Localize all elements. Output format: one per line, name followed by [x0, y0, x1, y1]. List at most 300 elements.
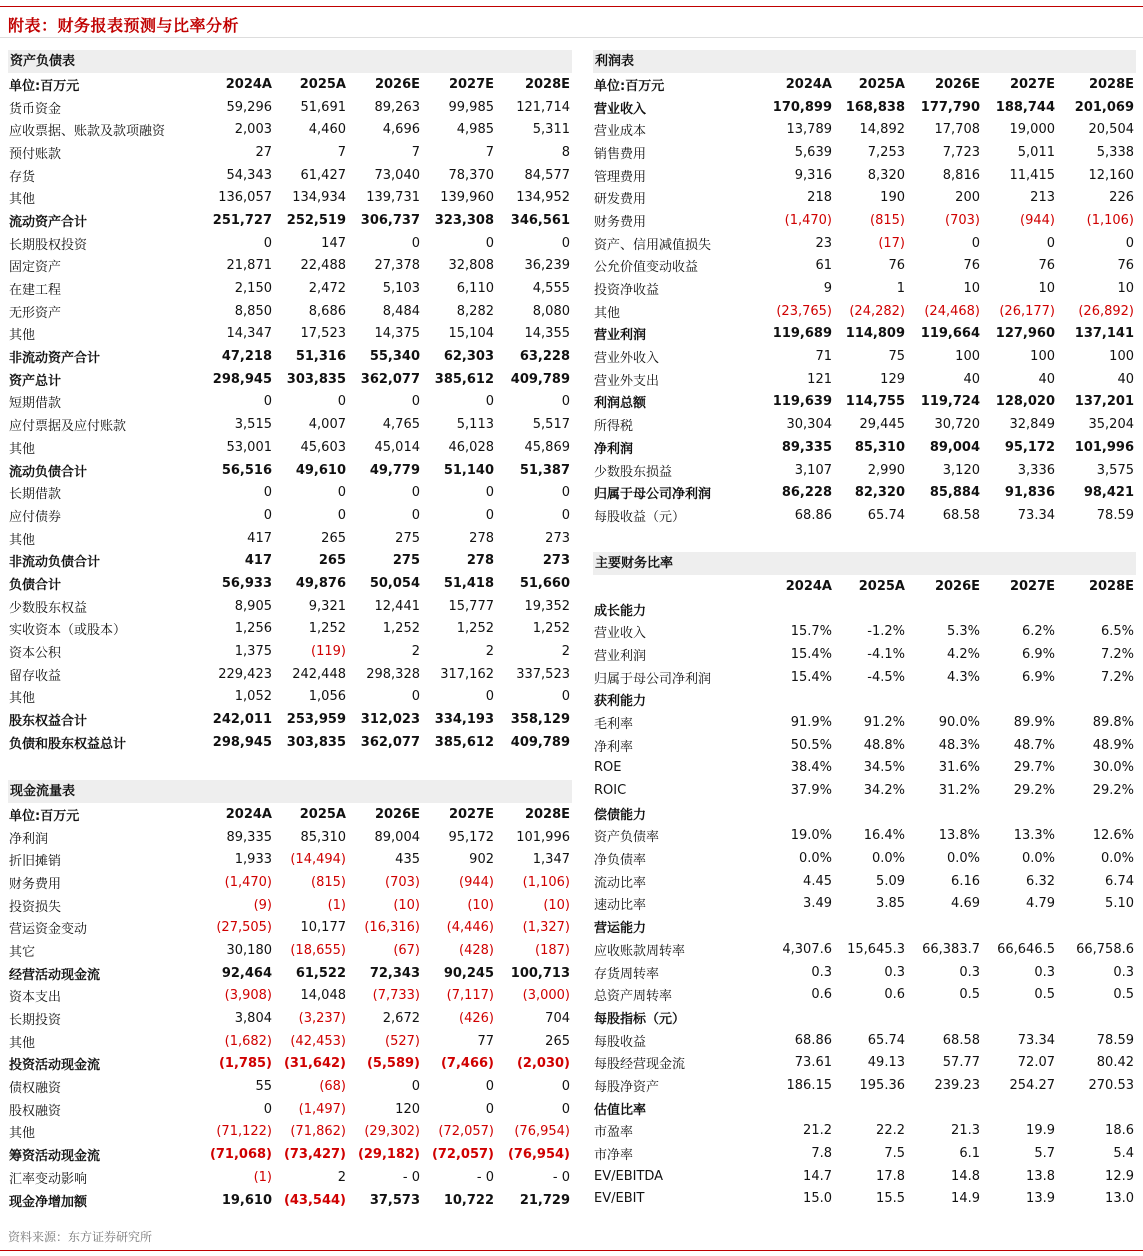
cell-value: 54,343	[226, 167, 272, 183]
row-label: 销售费用	[594, 146, 647, 162]
cell-value: 76	[888, 258, 905, 274]
cell-value: (24,468)	[924, 303, 980, 319]
cell-value: 2	[337, 1169, 346, 1185]
cell-value: 0	[485, 1101, 494, 1117]
cell-value: (23,765)	[776, 303, 832, 319]
cell-value: (3,237)	[298, 1011, 346, 1027]
table-row	[8, 232, 572, 255]
cell-value: (18,655)	[290, 942, 346, 958]
cell-value: 92,464	[221, 965, 272, 981]
cell-value: 7.2%	[1100, 646, 1134, 662]
cell-value: 29.2%	[1013, 783, 1055, 799]
table-row	[8, 345, 572, 368]
cell-value: 7	[411, 144, 420, 160]
table-row	[8, 96, 572, 119]
cell-value: (1)	[253, 1169, 272, 1185]
cell-value: (944)	[459, 874, 494, 890]
cell-value: 76	[1117, 258, 1134, 274]
cell-value: 63,228	[519, 349, 570, 365]
cell-value: 20,504	[1088, 122, 1134, 138]
cell-value: 119,724	[920, 394, 980, 410]
cell-value: 12,160	[1088, 167, 1134, 183]
cell-value: 72,343	[369, 965, 420, 981]
cell-value: 85,310	[300, 829, 346, 845]
cell-value: 14,048	[300, 988, 346, 1004]
cell-value: 51,660	[519, 575, 570, 591]
cell-value	[834, 802, 907, 825]
cell-value: 6.2%	[1021, 624, 1055, 640]
cell-value: 139,731	[366, 190, 420, 206]
cell-value: 29.2%	[1092, 783, 1134, 799]
cell-value: 89,335	[226, 829, 272, 845]
cell-value: 298,328	[366, 666, 420, 682]
cell-value: (1)	[327, 897, 346, 913]
cell-value: 114,809	[845, 326, 905, 342]
table-row	[8, 848, 572, 871]
cell-value: 8,080	[532, 303, 570, 319]
cell-value: 15.4%	[790, 646, 832, 662]
row-label: 留存收益	[9, 668, 62, 684]
row-label: 投资损失	[9, 899, 62, 915]
cell-value	[907, 598, 982, 621]
table-row	[8, 1053, 572, 1076]
cell-value: 82,320	[854, 485, 905, 501]
table-row	[593, 368, 1136, 391]
row-label: 净利润	[9, 831, 49, 847]
cell-value: 2,150	[234, 281, 272, 297]
cell-value: (1,327)	[522, 920, 570, 936]
cell-value: 7.8	[811, 1146, 832, 1162]
cell-value: (29,182)	[357, 1147, 420, 1163]
cell-value: 3,515	[234, 417, 272, 433]
cell-value: 4,007	[308, 417, 346, 433]
cell-value: 323,308	[434, 212, 494, 228]
row-label: 其他	[9, 691, 36, 707]
row-label: 公允价值变动收益	[594, 260, 699, 276]
cell-value: 6.32	[1026, 873, 1055, 889]
cell-value: 5.7	[1034, 1146, 1055, 1162]
cell-value: 78.59	[1096, 507, 1134, 523]
table-row	[593, 323, 1136, 346]
cell-value: 0	[337, 394, 346, 410]
row-label: 毛利率	[594, 716, 634, 732]
cell-value: 704	[545, 1011, 570, 1027]
cell-value: 13,789	[786, 122, 832, 138]
table-row	[593, 734, 1136, 757]
row-label: 流动负债合计	[9, 464, 88, 480]
cell-value: 409,789	[510, 734, 570, 750]
cell-value: (1,682)	[224, 1033, 272, 1049]
cell-value: 5.4	[1113, 1146, 1134, 1162]
cell-value: 218	[807, 190, 832, 206]
row-label: 存货周转率	[594, 966, 660, 982]
cell-value: 6.5%	[1100, 624, 1134, 640]
cell-value	[834, 915, 907, 938]
cell-value: 17,523	[300, 326, 346, 342]
cell-value: 9,316	[794, 167, 832, 183]
table-row	[8, 164, 572, 187]
cell-value: (703)	[385, 874, 420, 890]
cell-value: 12.9	[1105, 1168, 1134, 1184]
cell-value: (3,908)	[224, 988, 272, 1004]
cell-value: 0	[411, 485, 420, 501]
table-row	[8, 1166, 572, 1189]
cell-value: 7	[337, 144, 346, 160]
cell-value: (527)	[385, 1033, 420, 1049]
cell-value: 7.2%	[1100, 669, 1134, 685]
cell-value: 14.7	[803, 1168, 832, 1184]
cell-value: 5,311	[532, 122, 570, 138]
table-row	[8, 436, 572, 459]
row-label: 成长能力	[594, 603, 647, 619]
table-row	[8, 871, 572, 894]
cell-value: 2,990	[867, 462, 905, 478]
row-label: 营业成本	[594, 124, 647, 140]
cell-value: 62,303	[443, 349, 494, 365]
source-note: 资料来源：东方证券研究所	[8, 1230, 153, 1244]
cell-value: 385,612	[434, 371, 494, 387]
cell-value: 346,561	[510, 212, 570, 228]
cell-value: 90.0%	[938, 714, 980, 730]
cell-value: 49.13	[867, 1055, 905, 1071]
row-label: EV/EBITDA	[594, 1168, 664, 1184]
unit-label: 单位:百万元	[9, 78, 80, 94]
cell-value: (10)	[393, 897, 420, 913]
year-header: 2026E	[374, 806, 420, 822]
cell-value: 51,140	[443, 462, 494, 478]
cell-value: 265	[318, 553, 346, 569]
cell-value: 3.49	[803, 896, 832, 912]
cell-value: 3,804	[234, 1011, 272, 1027]
cell-value: 5,338	[1096, 144, 1134, 160]
cell-value: 265	[321, 530, 346, 546]
cell-value: (17)	[878, 235, 905, 251]
cell-value: 2	[485, 644, 494, 660]
cell-value: 128,020	[995, 394, 1055, 410]
cell-value: 50,054	[369, 575, 420, 591]
cell-value: (43,544)	[283, 1192, 346, 1208]
cell-value: 2	[411, 644, 420, 660]
cell-value: (815)	[870, 212, 905, 228]
cell-value	[834, 598, 907, 621]
cell-value: 195.36	[859, 1077, 905, 1093]
row-label: 长期股权投资	[9, 237, 88, 253]
cell-value: 14,347	[226, 326, 272, 342]
cell-value: 201,069	[1074, 99, 1134, 115]
cell-value: 0	[561, 507, 570, 523]
cell-value: 68.58	[942, 507, 980, 523]
cell-value: 7.5	[884, 1146, 905, 1162]
table-row	[8, 255, 572, 278]
cell-value: (16,316)	[364, 920, 420, 936]
cell-value: 251,727	[212, 212, 272, 228]
table-row	[593, 1142, 1136, 1165]
cell-value: 78,370	[448, 167, 494, 183]
table-row	[8, 368, 572, 391]
table-row	[593, 666, 1136, 689]
cell-value: 80.42	[1096, 1055, 1134, 1071]
cell-value: 137,141	[1074, 326, 1134, 342]
cell-value: 134,952	[516, 190, 570, 206]
cell-value: 27	[255, 144, 272, 160]
cell-value: 13.8	[1026, 1168, 1055, 1184]
cell-value	[763, 688, 834, 711]
cell-value: 1,347	[532, 852, 570, 868]
table-row	[8, 1121, 572, 1144]
row-label: 负债和股东权益总计	[9, 736, 127, 752]
cell-value: 40	[1117, 371, 1134, 387]
cell-value: 4.45	[803, 873, 832, 889]
cell-value: 31.6%	[938, 760, 980, 776]
cell-value: 73.61	[794, 1055, 832, 1071]
row-label: 流动比率	[594, 875, 647, 891]
cell-value: 34.2%	[863, 783, 905, 799]
cell-value: 22.2	[876, 1123, 905, 1139]
cell-value: -4.1%	[867, 646, 905, 662]
row-label: 长期借款	[9, 487, 62, 503]
header-row	[593, 575, 1136, 598]
cell-value: 1,252	[308, 621, 346, 637]
cell-value: 75	[888, 349, 905, 365]
cell-value: 0.5	[1034, 987, 1055, 1003]
cell-value: 1,252	[382, 621, 420, 637]
cell-value: 55,340	[369, 349, 420, 365]
cell-value: 51,387	[519, 462, 570, 478]
cell-value: 98,421	[1083, 485, 1134, 501]
cell-value: (76,954)	[514, 1124, 570, 1140]
row-label: 负债合计	[9, 577, 62, 593]
row-label: 货币资金	[9, 101, 62, 117]
cell-value: 270.53	[1088, 1077, 1134, 1093]
cell-value: -1.2%	[867, 624, 905, 640]
cell-value: 12.6%	[1092, 828, 1134, 844]
row-label: 归属于母公司净利润	[594, 487, 712, 503]
cell-value	[1057, 802, 1136, 825]
cell-value: 0	[485, 485, 494, 501]
row-label: ROE	[594, 760, 622, 776]
table-row	[8, 118, 572, 141]
row-label: 市净率	[594, 1148, 634, 1164]
cell-value: 3.85	[876, 896, 905, 912]
cell-value: 1,933	[234, 852, 272, 868]
row-label: 估值比率	[594, 1102, 647, 1118]
cell-value: (119)	[311, 644, 346, 660]
unit-label: 单位:百万元	[9, 808, 80, 824]
row-label: 存货	[9, 169, 36, 185]
cell-value: 334,193	[434, 712, 494, 728]
top-rule	[0, 6, 1143, 7]
row-label: 应付债券	[9, 509, 62, 525]
cell-value: (29,302)	[364, 1124, 420, 1140]
cell-value: 34.5%	[863, 760, 905, 776]
cell-value: 4,985	[456, 122, 494, 138]
cell-value: 362,077	[360, 371, 420, 387]
row-label: 其他	[9, 1126, 36, 1142]
row-label: 每股指标（元）	[594, 1011, 686, 1027]
cell-value: 0.0%	[798, 851, 832, 867]
cell-value: 147	[321, 235, 346, 251]
category-row	[593, 688, 1136, 711]
cell-value: 29,445	[859, 417, 905, 433]
table-row	[593, 141, 1136, 164]
row-label: 偿债能力	[594, 807, 647, 823]
row-label: 资产总计	[9, 373, 62, 389]
row-label: 实收资本（或股本）	[9, 623, 127, 639]
row-label: 每股收益	[594, 1034, 647, 1050]
row-label: 管理费用	[594, 169, 647, 185]
cell-value: 121	[807, 371, 832, 387]
year-header: 2027E	[1009, 76, 1055, 92]
cell-value: (1,106)	[522, 874, 570, 890]
cell-value: 15,645.3	[847, 941, 905, 957]
cell-value: 89,263	[374, 99, 420, 115]
cell-value: - 0	[476, 1169, 494, 1185]
cell-value: 66,383.7	[922, 941, 980, 957]
cell-value: 0	[561, 1101, 570, 1117]
header-row	[8, 73, 572, 96]
row-label: 少数股东损益	[594, 464, 673, 480]
cell-value: 0.3	[1113, 964, 1134, 980]
page-title: 附表：财务报表预测与比率分析	[8, 16, 240, 35]
cell-value: 273	[545, 530, 570, 546]
cell-value: 51,691	[300, 99, 346, 115]
cell-value: 0	[263, 394, 272, 410]
cell-value: 27,378	[374, 258, 420, 274]
row-label: 归属于母公司净利润	[594, 671, 712, 687]
table-row	[8, 209, 572, 232]
cell-value: 0	[263, 1101, 272, 1117]
cell-value: (2,030)	[516, 1056, 570, 1072]
cell-value: 239.23	[934, 1077, 980, 1093]
table-row	[8, 527, 572, 550]
cell-value: (1,785)	[218, 1056, 272, 1072]
cell-value: (73,427)	[283, 1147, 346, 1163]
cell-value: 317,162	[440, 666, 494, 682]
cell-value: 100	[1109, 349, 1134, 365]
table-row	[8, 504, 572, 527]
cell-value: 21.2	[803, 1123, 832, 1139]
cell-value: 0	[561, 394, 570, 410]
cell-value: 275	[392, 553, 420, 569]
cell-value: 0.6	[884, 987, 905, 1003]
cell-value	[982, 598, 1057, 621]
cell-value: 312,023	[360, 712, 420, 728]
cell-value: (1,106)	[1086, 212, 1134, 228]
category-row	[593, 1097, 1136, 1120]
cell-value: (426)	[459, 1011, 494, 1027]
cell-value: 119,664	[920, 326, 980, 342]
row-label: 投资活动现金流	[9, 1058, 101, 1074]
table-row	[593, 938, 1136, 961]
cell-value: 48.8%	[863, 737, 905, 753]
cell-value: 6.16	[951, 873, 980, 889]
year-header: 2027E	[448, 806, 494, 822]
cell-value: (24,282)	[849, 303, 905, 319]
table-row	[593, 391, 1136, 414]
cell-value: 0	[485, 689, 494, 705]
bottom-rule	[0, 1250, 1143, 1251]
cell-value: (7,733)	[372, 988, 420, 1004]
cell-value: 9,321	[308, 598, 346, 614]
row-label: 营业利润	[594, 328, 647, 344]
cell-value: (187)	[535, 942, 570, 958]
cell-value	[982, 688, 1057, 711]
cell-value: 85,310	[854, 439, 905, 455]
table-row	[593, 1165, 1136, 1188]
cell-value: 38.4%	[790, 760, 832, 776]
cell-value: 8,816	[942, 167, 980, 183]
cell-value: 0.5	[959, 987, 980, 1003]
cell-value	[907, 1006, 982, 1029]
cell-value: 200	[955, 190, 980, 206]
cell-value: 100	[1030, 349, 1055, 365]
year-header: 2027E	[1009, 578, 1055, 594]
cell-value: (71,122)	[216, 1124, 272, 1140]
table-row	[593, 118, 1136, 141]
cell-value: 48.7%	[1013, 737, 1055, 753]
cell-value: (26,177)	[999, 303, 1055, 319]
cell-value: (9)	[253, 897, 272, 913]
cell-value: 50.5%	[790, 737, 832, 753]
row-label: 营运资金变动	[9, 922, 88, 938]
cell-value: 19,610	[221, 1192, 272, 1208]
cell-value: 417	[244, 553, 272, 569]
cell-value: 55	[255, 1079, 272, 1095]
cell-value	[982, 1006, 1057, 1029]
cell-value	[1057, 915, 1136, 938]
table-row	[593, 436, 1136, 459]
table-row	[8, 277, 572, 300]
cell-value: 127,960	[995, 326, 1055, 342]
ratios-title: 主要财务比率	[593, 552, 1136, 575]
cell-value	[907, 802, 982, 825]
cell-value: (1,470)	[784, 212, 832, 228]
table-row	[593, 620, 1136, 643]
cell-value: 278	[469, 530, 494, 546]
cell-value: 91,836	[1004, 485, 1055, 501]
table-row	[8, 323, 572, 346]
cell-value: 51,418	[443, 575, 494, 591]
cell-value	[907, 688, 982, 711]
cell-value: 65.74	[867, 1032, 905, 1048]
cell-value: 91.9%	[790, 714, 832, 730]
cell-value: 0.3	[959, 964, 980, 980]
table-row	[593, 825, 1136, 848]
cell-value: 86,228	[781, 485, 832, 501]
cell-value: 9	[823, 281, 832, 297]
cell-value: 73.34	[1017, 1032, 1055, 1048]
cell-value: 89,004	[929, 439, 980, 455]
cell-value: 0	[485, 1079, 494, 1095]
cell-value: 5,103	[382, 281, 420, 297]
cell-value: 5,517	[532, 417, 570, 433]
year-header: 2025A	[858, 578, 905, 594]
year-header: 2027E	[448, 76, 494, 92]
cell-value: 7	[485, 144, 494, 160]
cell-value: 254.27	[1009, 1077, 1055, 1093]
cell-value: 61	[815, 258, 832, 274]
cell-value: 4,307.6	[782, 941, 832, 957]
cell-value: 19,352	[524, 598, 570, 614]
cell-value: 22,488	[300, 258, 346, 274]
table-row	[8, 459, 572, 482]
table-row	[593, 164, 1136, 187]
cell-value: 120	[395, 1101, 420, 1117]
cell-value: 65.74	[867, 507, 905, 523]
cell-value	[763, 915, 834, 938]
row-label: ROIC	[594, 783, 627, 799]
cell-value: 1,056	[308, 689, 346, 705]
